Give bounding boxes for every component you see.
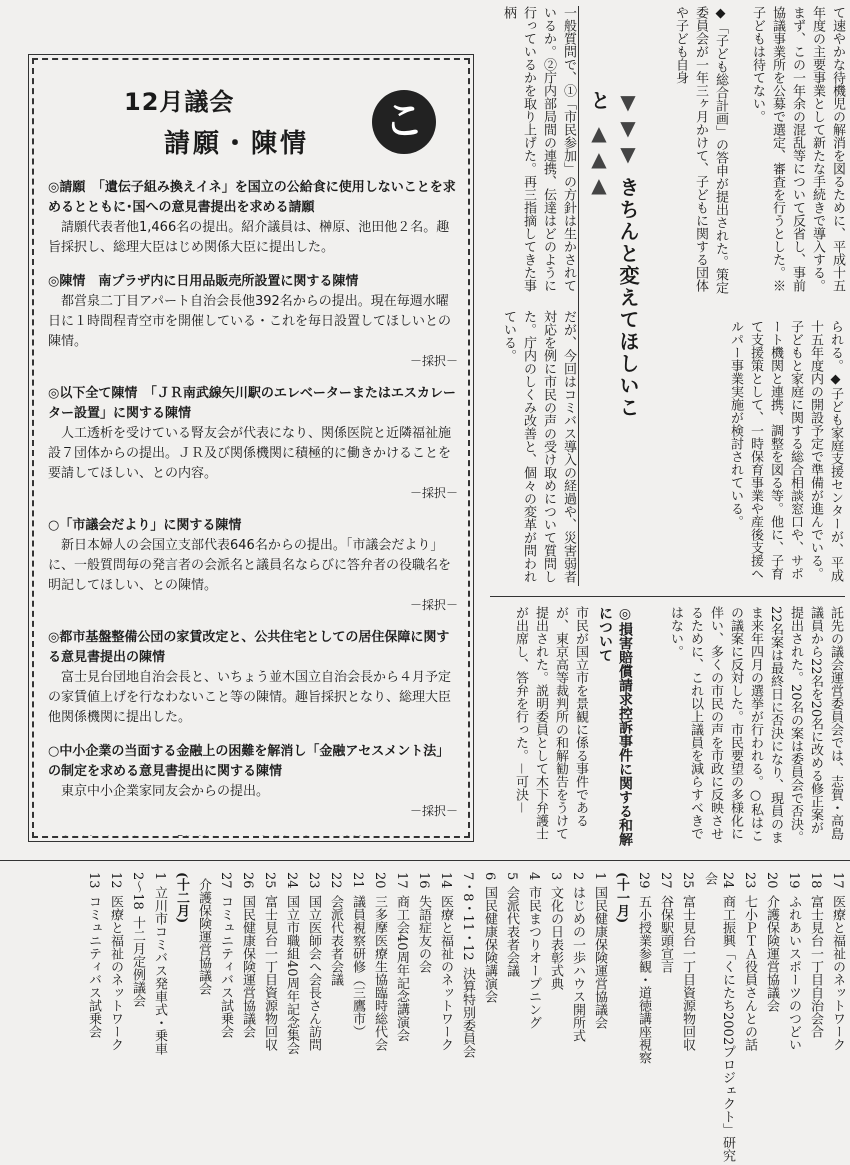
petition-item — [48, 742, 458, 820]
schedule-item — [546, 872, 564, 1162]
schedule-item — [458, 872, 476, 1162]
petition-body: 東京中小企業家同友会からの提出。 — [61, 784, 270, 799]
petition-item — [48, 178, 458, 258]
petition-result: －採択－ — [409, 598, 458, 612]
schedule-item — [634, 872, 652, 1162]
schedule-date: 23 — [742, 872, 757, 889]
schedule-item — [740, 872, 758, 1162]
schedule-date: 4 — [526, 872, 541, 881]
schedule-item — [282, 872, 300, 1162]
petition-result: －採択－ — [409, 354, 458, 368]
schedule-text: 市民まつりオープニング — [526, 886, 541, 1030]
article-heading — [585, 90, 643, 430]
heading-triangles-top: ▼▼▼ — [616, 90, 640, 168]
schedule-text: 国立市職組40周年記念集会 — [284, 894, 299, 1055]
petition-title: ◎陳情 南プラザ内に日用品販売所設置に関する陳情 — [48, 274, 359, 289]
article-text-left-top: 一般質問で、①「市民参加」の方針は生かされているか。②庁内部局間の連携、伝達はどのように行っているかを取り上げた。再三指摘してきた事柄 — [501, 6, 576, 292]
schedule-item — [304, 872, 322, 1162]
schedule-text: 会派代表者会議 — [504, 886, 519, 978]
heading-text: きちんと変えてほしいこと — [587, 90, 640, 419]
column-divider — [578, 6, 579, 586]
schedule-item — [762, 872, 780, 1162]
schedule-item — [568, 872, 586, 1162]
schedule-text: 医療と福祉のネットワーク — [438, 894, 453, 1051]
schedule-date: 27 — [658, 872, 673, 889]
schedule-text: 商工会40周年記念講演会 — [394, 894, 409, 1042]
schedule-date: 27 — [218, 872, 233, 889]
schedule-text: 三多摩医療生協臨時総代会 — [372, 894, 387, 1051]
schedule-text: 国立医師会へ会長さん訪問 — [306, 894, 321, 1051]
schedule-item — [260, 872, 278, 1162]
schedule-date: 29 — [636, 872, 651, 889]
petition-title: ○「市議会だより」に関する陳情 — [48, 518, 242, 533]
petition-body: 人工透析を受けている腎友会が代表になり、関係医院と近隣福祉施設７団体からの提出。ＪＲ及び関係機関に積極的に働きかけることを要請してほしい、との内容。 — [48, 426, 452, 481]
schedule-item — [414, 872, 432, 1162]
schedule-date: 3 — [548, 872, 563, 881]
schedule-date: 5 — [504, 872, 519, 881]
schedule-date: 17 — [830, 872, 845, 889]
article-total-plan: ◆「子ども総合計画」の答申が提出された。策定委員会が一年三ヶ月かけて、子どもに関する団体や子ども自身 — [673, 6, 728, 294]
schedule-item — [392, 872, 410, 1162]
schedule-text: 医療と福祉のネットワーク — [108, 894, 123, 1051]
schedule-text: 文化の日表彰式典 — [548, 886, 563, 991]
schedule-date: 26 — [240, 872, 255, 889]
schedule-text: 富士見台一丁目資源物回収 — [680, 894, 695, 1051]
petition-item — [48, 628, 458, 728]
schedule-date: 20 — [764, 872, 779, 889]
schedule-text: 失語症友の会 — [416, 894, 431, 973]
schedule-text: 五小授業参観・道徳講座視察 — [636, 894, 651, 1064]
schedule-text: はじめの一歩ハウス開所式 — [570, 886, 585, 1043]
schedule-date: 13 — [86, 872, 101, 889]
schedule-date: 24 — [720, 872, 735, 889]
schedule-item — [216, 872, 234, 1162]
article-text-left-bottom: だが、今回はコミバス導入の経過や、災害弱者対応を例に市民の声の受け取めについて質問した。庁内のしくみ改善と、個々の変革が問われている。 — [501, 310, 576, 583]
schedule-text: 国民健康保険運営協議会 — [592, 886, 607, 1030]
schedule-date: 1 — [592, 872, 607, 881]
schedule-text: 介護保険運営協議会 — [196, 878, 211, 995]
schedule-text: 富士見台一丁目資源物回収 — [262, 894, 277, 1051]
schedule-date: 16 — [416, 872, 431, 889]
logo: こ — [372, 90, 436, 154]
schedule-date: 22 — [328, 872, 343, 889]
schedule-date: 2 — [570, 872, 585, 881]
petition-item — [48, 272, 458, 370]
petition-body: 富士見台団地自治会長と、いちょう並木国立自治会長から４月予定の家賃値上げを行なわないこと等の陳情。趣旨採択となり、総理大臣他関係機関に提出した。 — [48, 670, 452, 725]
schedule-date: 17 — [394, 872, 409, 889]
schedule-text: 国民健康保険講演会 — [482, 886, 497, 1004]
schedule-item — [370, 872, 388, 1162]
petition-body: 都営泉二丁目アパート自治会長他392名からの提出。現在毎週水曜日に１時間程青空市を開催している・これを毎日設置してほしいとの陳情。 — [48, 294, 452, 349]
article-text-right-bottom: 託先の議会運営委員会では、志賀・高島議員から22名を20名に改める修正案が提出された。20名の案は委員会で否決。22名案は最終日に否決になり、現員のまま来年四月の選挙が行われる。○私はこの議案に反対した。市民要望の多様化に伴い、多くの市民の声を市政に反映させるために、これ以上議員を減らすべきではない。 — [668, 606, 843, 844]
schedule-text: 介護保険運営協議会 — [764, 894, 779, 1012]
petition-list — [48, 178, 458, 838]
petition-result: －採択－ — [409, 804, 458, 818]
schedule-date: 12 — [108, 872, 123, 889]
schedule-item — [656, 872, 674, 1162]
schedule-item — [106, 872, 124, 1162]
schedule-text: 立川市コミバス発車式・乗車 — [152, 886, 167, 1056]
schedule-item — [678, 872, 696, 1162]
schedule-text: コミュニティバス試乗会 — [86, 894, 101, 1038]
settlement-heading: ◎損害賠償請求控訴事件に関する和解について — [597, 606, 633, 846]
schedule-date: 25 — [262, 872, 277, 889]
petition-body: 新日本婦人の会国立支部代表646名からの提出。「市議会だより」に、一般質問毎の発言者の会派名と議員名ならびに答弁者の役職名を明記してほしい、との陳情。 — [48, 538, 452, 593]
petition-title: ○中小企業の当面する金融上の困難を解消し「金融アセスメント法」の制定を求める意見書提出に関する陳情 — [48, 744, 450, 779]
article-text-right-mid: られる。◆子ども家庭支援センターが、平成十五年度内の開設予定で準備が進んでいる。子どもと家庭に関する総合相談窓口や、サポート機関と連携、調整を図る等。他に、子育て支援策として、一時保育事業や産後支援ヘルパー事業実施が検討されている。 — [728, 320, 843, 582]
schedule-item — [128, 872, 146, 1162]
schedule-text: 谷保駅頭宣言 — [658, 894, 673, 973]
petition-body: 請願代表者他1,466名の提出。紹介議員は、榊原、池田他２名。趣旨採択し、総理大臣はじめ関係大臣に提出した。 — [48, 220, 450, 255]
schedule-date: 24 — [284, 872, 299, 889]
schedule-date: 7・8・11・12 — [460, 872, 475, 961]
schedule-date: 1 — [152, 872, 167, 881]
schedule-date: 18 — [808, 872, 823, 889]
schedule-item — [700, 872, 736, 1162]
petition-item — [48, 516, 458, 614]
petition-item — [48, 834, 458, 838]
box-title-petitions: 請願・陳情 — [164, 129, 310, 159]
schedule-date: 23 — [306, 872, 321, 889]
schedule-item — [480, 872, 498, 1162]
schedule-date: 2～18 — [130, 872, 145, 910]
schedule-text: 決算特別委員会 — [460, 966, 475, 1058]
schedule-item — [150, 872, 168, 1162]
schedule-item — [194, 872, 212, 1162]
schedule-date: (十一月) — [614, 872, 629, 924]
schedule-text: 医療と福祉のネットワーク — [830, 894, 845, 1051]
heading-triangles-bottom: ▲▲▲ — [587, 120, 611, 199]
schedule-date: 25 — [680, 872, 695, 889]
schedule-item — [828, 872, 846, 1162]
petition-result: －採択－ — [409, 486, 458, 500]
schedule-item — [590, 872, 608, 1162]
schedule-item — [84, 872, 102, 1162]
petition-title — [48, 834, 458, 838]
schedule-item — [612, 872, 630, 1162]
schedule-item — [784, 872, 802, 1162]
petition-title: ◎都市基盤整備公団の家賃改定と、公共住宅としての居住保障に関する意見書提出の陳情 — [48, 630, 450, 665]
schedule-item — [436, 872, 454, 1162]
schedule-text: 商工振興「くにたち2002プロジェクト」研究会 — [702, 872, 735, 1162]
petition-title: ◎請願 「遺伝子組み換えイネ」を国立の公給食に使用しないことを求めるとともに･国への意見書提出を求める請願 — [48, 180, 456, 215]
schedule-text: 国民健康保険運営協議会 — [240, 894, 255, 1038]
schedule-item — [348, 872, 366, 1162]
schedule-text: コミュニティバス試乗会 — [218, 894, 233, 1038]
schedule-date: 21 — [350, 872, 365, 889]
schedule-item — [524, 872, 542, 1162]
schedule-date: 14 — [438, 872, 453, 889]
schedule-text: 会派代表者会議 — [328, 894, 343, 986]
schedule-date: 20 — [372, 872, 387, 889]
box-header — [124, 82, 384, 160]
schedule-divider — [0, 860, 850, 861]
schedule-item — [326, 872, 344, 1162]
schedule-text: 議員視察研修（三鷹市） — [350, 894, 365, 1038]
article-text-top-right: て速やかな待機児の解消を図るために、平成十五年度の主要事業として新たな手続きで導入する。まず、この一年余の混乱等について反省し、事前協議事業所を公募で選定、審査を行うとした。※子どもは待てない。 — [750, 6, 845, 292]
box-title-month: 12月議会 — [124, 88, 235, 116]
petition-box — [32, 58, 470, 838]
schedule-text: ふれあいスポーツのつどい — [786, 894, 801, 1051]
section-divider — [490, 596, 845, 597]
activity-schedule — [6, 872, 846, 1162]
schedule-text: 七小ＰＴＡ役員さんとの話 — [742, 894, 757, 1051]
schedule-item — [172, 872, 190, 1162]
schedule-item — [806, 872, 824, 1162]
schedule-text: 十二月定例議会 — [130, 915, 145, 1007]
schedule-date: 19 — [786, 872, 801, 889]
schedule-item — [502, 872, 520, 1162]
petition-item — [48, 384, 458, 502]
schedule-text: 富士見台一丁目自治会合 — [808, 894, 823, 1038]
schedule-item — [238, 872, 256, 1162]
schedule-date: 6 — [482, 872, 497, 881]
petition-title: ◎以下全て陳情 「ＪＲ南武線矢川駅のエレベーターまたはエスカレーター設置」に関する陳情 — [48, 386, 456, 421]
schedule-date: (十二月) — [174, 872, 189, 924]
settlement-text: 市民が国立市を景観に係る事件であるが、東京高等裁判所の和解勧告をうけて提出された。説明委員として木下弁護士が出席し、答弁を行った。－可決－ — [513, 606, 588, 840]
